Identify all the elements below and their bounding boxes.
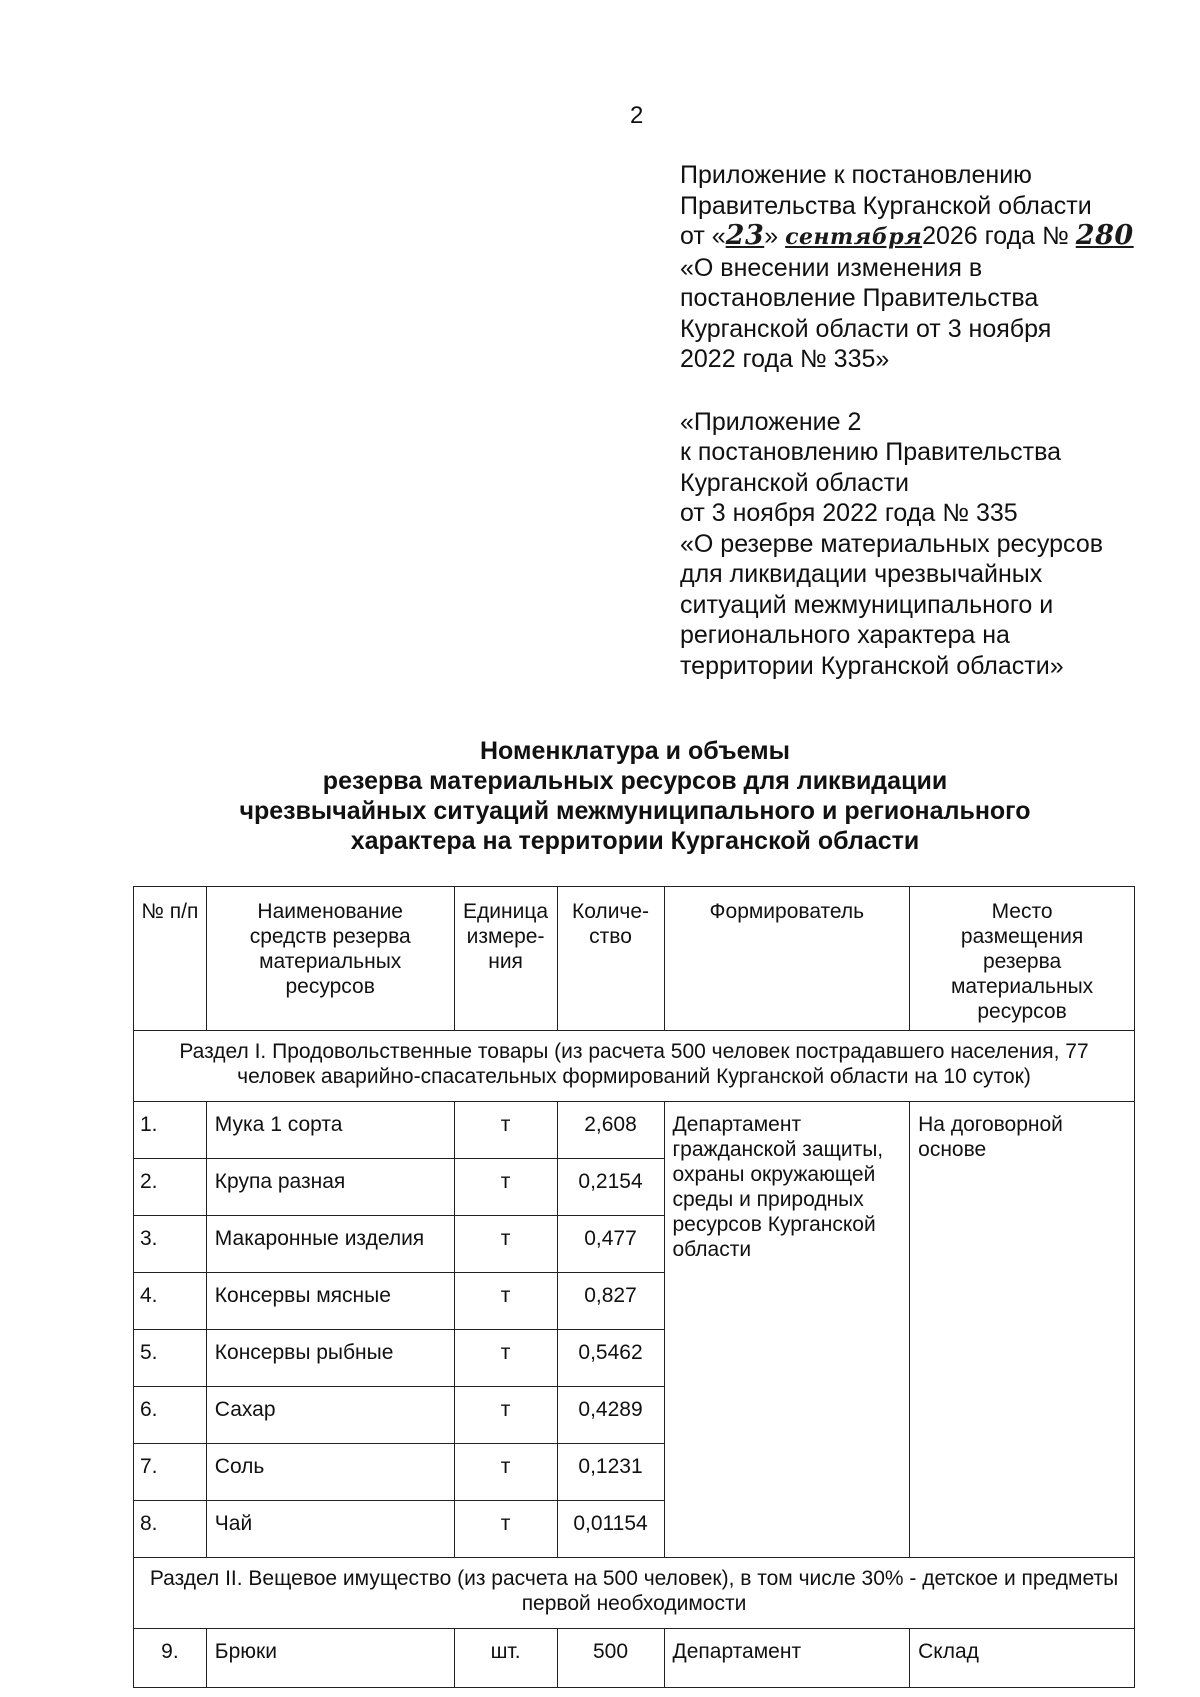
reserve-table (133, 886, 1135, 1688)
header-line: постановление Правительства (680, 284, 1039, 312)
row-place: Склад (910, 1629, 1135, 1688)
row-name: Макаронные изделия (206, 1216, 454, 1273)
page-number: 2 (630, 102, 644, 129)
col-header-former: Формирователь (664, 887, 910, 1031)
row-qty: 0,5462 (557, 1330, 664, 1387)
date-prefix: от « (680, 222, 726, 250)
appendix-line: от 3 ноября 2022 года № 335 (680, 499, 1018, 527)
appendix-line: ситуаций межмуниципального и (680, 590, 1054, 619)
row-qty: 500 (557, 1629, 664, 1688)
col-header-num: № п/п (134, 887, 207, 1031)
row-unit: т (454, 1216, 557, 1273)
handwritten-number: 280 (1075, 220, 1134, 251)
row-num: 6. (134, 1387, 207, 1444)
title-line: характера на территории Курганской области (350, 827, 920, 855)
appendix-line: регионального характера на (680, 621, 1010, 649)
row-qty: 0,827 (557, 1273, 664, 1330)
col-header-unit: Единица измере-ния (454, 887, 557, 1031)
row-name: Соль (206, 1444, 454, 1501)
appendix-line: территории Курганской области» (680, 651, 1064, 680)
row-num: 2. (134, 1159, 207, 1216)
row-name: Крупа разная (206, 1159, 454, 1216)
row-num: 5. (134, 1330, 207, 1387)
row-unit: т (454, 1444, 557, 1501)
handwritten-day: 23 (725, 220, 765, 251)
row-name: Чай (206, 1501, 454, 1558)
row-num: 9. (134, 1629, 207, 1688)
row-unit: т (454, 1387, 557, 1444)
row-unit: т (454, 1159, 557, 1216)
appendix-line: для ликвидации чрезвычайных (680, 560, 1043, 588)
date-year: 2026 года № (922, 222, 1076, 250)
header-line: Курганской области от 3 ноября (680, 314, 1052, 343)
section-1-title: Раздел I. Продовольственные товары (из расчета 500 человек пострадавшего населения, 77 человек аварийно-спасательных формирований Курганской области на 10 суток) (134, 1031, 1135, 1102)
row-unit: т (454, 1501, 557, 1558)
row-qty: 0,01154 (557, 1501, 664, 1558)
section-row (134, 1558, 1135, 1629)
row-unit: т (454, 1102, 557, 1159)
row-name: Брюки (206, 1629, 454, 1688)
table-row (134, 1629, 1135, 1688)
row-qty: 2,608 (557, 1102, 664, 1159)
section-row (134, 1031, 1135, 1102)
title-line: Номенклатура и объемы (480, 737, 790, 765)
row-unit: шт. (454, 1629, 557, 1688)
row-num: 7. (134, 1444, 207, 1501)
date-mid: » (764, 222, 786, 250)
row-place: На договорной основе (910, 1102, 1135, 1558)
header-date-line (680, 221, 1150, 253)
row-former: Департамент (664, 1629, 910, 1688)
row-num: 1. (134, 1102, 207, 1159)
row-name: Мука 1 сорта (206, 1102, 454, 1159)
row-qty: 0,2154 (557, 1159, 664, 1216)
handwritten-month: сентября (785, 224, 923, 250)
row-name: Сахар (206, 1387, 454, 1444)
title-line: чрезвычайных ситуаций межмуниципального и регионального (239, 797, 1031, 825)
title-line: резерва материальных ресурсов для ликвидации (322, 767, 948, 795)
col-header-place: Место размещения резерва материальных ресурсов (910, 887, 1135, 1031)
row-num: 3. (134, 1216, 207, 1273)
row-name: Консервы рыбные (206, 1330, 454, 1387)
row-qty: 0,4289 (557, 1387, 664, 1444)
header-line: 2022 года № 335» (680, 345, 890, 373)
row-name: Консервы мясные (206, 1273, 454, 1330)
appendix-line: к постановлению Правительства (680, 438, 1062, 466)
document-title (130, 736, 1140, 856)
row-qty: 0,477 (557, 1216, 664, 1273)
header-line: «О внесении изменения в (680, 253, 983, 282)
spacer (680, 375, 1150, 407)
table-row (134, 1102, 1135, 1159)
row-unit: т (454, 1273, 557, 1330)
header-line: Приложение к постановлению (680, 161, 1032, 189)
appendix-line: «О резерве материальных ресурсов (680, 529, 1104, 558)
row-former: Департамент гражданской защиты, охраны окружающей среды и природных ресурсов Курганской области (664, 1102, 910, 1558)
row-unit: т (454, 1330, 557, 1387)
header-line: Правительства Курганской области (680, 191, 1092, 220)
row-qty: 0,1231 (557, 1444, 664, 1501)
appendix-header (680, 160, 1150, 681)
appendix-line: «Приложение 2 (680, 407, 862, 436)
row-num: 8. (134, 1501, 207, 1558)
col-header-name: Наименование средств резерва материальных ресурсов (206, 887, 454, 1031)
appendix-line: Курганской области (680, 468, 910, 497)
row-num: 4. (134, 1273, 207, 1330)
section-2-title: Раздел II. Вещевое имущество (из расчета на 500 человек), в том числе 30% - детское и предметы первой необходимости (134, 1558, 1135, 1629)
table-header-row (134, 887, 1135, 1031)
col-header-qty: Количе-ство (557, 887, 664, 1031)
